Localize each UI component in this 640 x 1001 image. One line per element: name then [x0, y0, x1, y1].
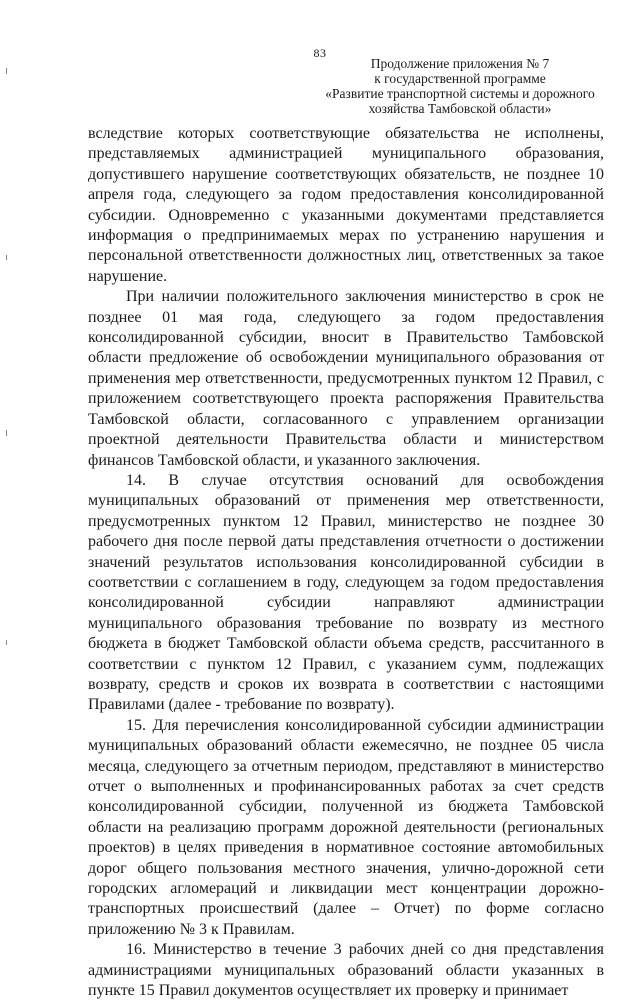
- scan-margin-mark: [6, 640, 7, 645]
- header-line: «Развитие транспортной системы и дорожного: [325, 86, 595, 101]
- scan-margin-mark: [6, 430, 7, 436]
- header-line: Продолжение приложения № 7: [370, 56, 550, 71]
- paragraph-14: 14. В случае отсутствия оснований для освобождения муниципальных образований от применения мер ответственности, предусмотренных пунктом 12 Правил, министерство не позднее 30 рабочего дня после первой даты представления отчетности о достижении значений результатов использования консолидированной субсидии в соответствии с соглашением в году, следующем за годом предоставления консолидированной субсидии направляют администрации муниципального образования требование по возврату из местного бюджета в бюджет Тамбовской области объема средств, рассчитанного в соответствии с пунктом 12 Правил, с указанием сумм, подлежащих возврату, средств и сроков их возврата в соответствии с настоящими Правилами (далее - требование по возврату).: [88, 471, 604, 714]
- paragraph-positive-conclusion: При наличии положительного заключения министерство в срок не позднее 01 мая года, следующего за годом предоставления консолидированной субсидии, вносит в Правительство Тамбовской области предложение об освобождении муниципального образования от применения мер ответственности, предусмотренных пунктом 12 Правил, с приложением соответствующего проекта распоряжения Правительства Тамбовской области, согласованного с управлением организации проектной деятельности Правительства области и министерством финансов Тамбовской области, и указанного заключения.: [88, 288, 604, 469]
- scan-margin-mark: [6, 255, 7, 260]
- paragraph-16: 16. Министерство в течение 3 рабочих дней со дня представления администрациями муниципальных образований области указанных в пункте 15 Правил документов осуществляет их проверку и принимает: [88, 941, 604, 1000]
- header-line: хозяйства Тамбовской области»: [368, 101, 552, 116]
- appendix-header: [320, 56, 600, 116]
- paragraph-continuation: вследствие которых соответствующие обязательства не исполнены, представляемых администрацией муниципального образования, допустившего нарушение соответствующих обязательств, не позднее 10 апреля года, следующего за годом предоставления консолидированной субсидии. Одновременно с указанными документами представляется информация о предпринимаемых мерах по устранению нарушения и персональной ответственности должностных лиц, ответственных за такое нарушение.: [88, 125, 604, 285]
- document-body: [88, 124, 604, 1001]
- header-line: к государственной программе: [374, 71, 546, 86]
- scan-margin-mark: [6, 68, 7, 74]
- paragraph-15: 15. Для перечисления консолидированной субсидии администрации муниципальных образований области ежемесячно, не позднее 05 числа месяца, следующего за отчетным периодом, представляют в министерство отчет о выполненных и профинансированных работах за счет средств консолидированной субсидии, полученной из бюджета Тамбовской области на реализацию программ дорожной деятельности (региональных проектов) в целях приведения в нормативное состояние автомобильных дорог общего пользования местного значения, улично-дорожной сети городских агломераций и ликвидации мест концентрации дорожно-транспортных происшествий (далее – Отчет) по форме согласно приложению № 3 к Правилам.: [88, 716, 604, 938]
- page-number: 83: [313, 46, 327, 60]
